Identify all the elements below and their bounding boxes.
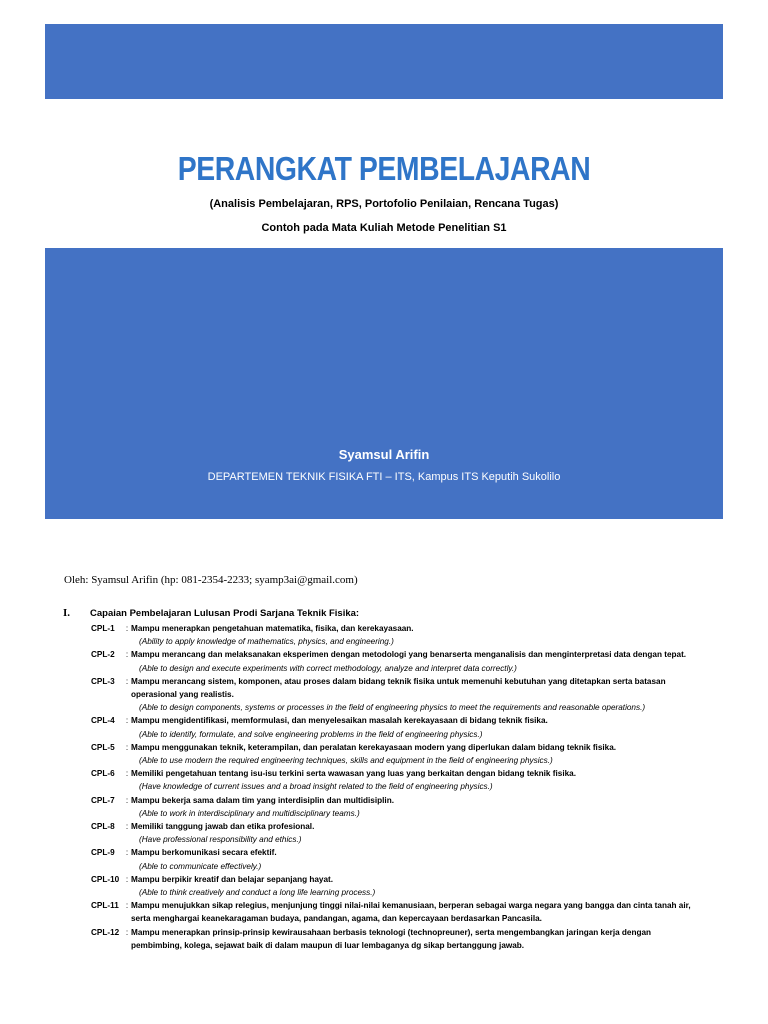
cpl-separator: : [125,650,129,660]
cpl-description: Mampu merancang sistem, komponen, atau proses dalam bidang teknik fisika untuk memenuhi kebutuhan yang ditetapkan serta batasan operasional yang realistis. [131,676,666,700]
author-name: Syamsul Arifin [338,447,430,462]
section-heading [63,607,723,620]
cpl-separator: : [125,927,129,937]
cpl-list [63,622,723,952]
cpl-item [63,899,723,925]
section-heading-text: Capaian Pembelajaran Lulusan Prodi Sarjana Teknik Fisika: [90,608,360,619]
cpl-body [131,622,723,648]
top-banner [45,24,723,99]
document-title: PERANGKAT PEMBELAJARAN [177,150,591,187]
cpl-separator: : [125,874,129,884]
cpl-body [131,846,723,872]
cpl-code: CPL-8 [91,822,115,832]
cpl-body [131,648,723,674]
cpl-separator: : [125,716,129,726]
cover-banner [45,248,723,519]
byline: Oleh: Syamsul Arifin (hp: 081-2354-2233; syamp3ai@gmail.com) [64,574,358,586]
cpl-description: Mampu mengidentifikasi, memformulasi, dan menyelesaikan masalah kerekayasaan di bidang teknik fisika. [131,716,548,726]
cpl-body [131,714,723,740]
cpl-code: CPL-1 [91,624,115,633]
document-subtitle: (Analisis Pembelajaran, RPS, Portofolio Penilaian, Rencana Tugas) [209,198,559,210]
cpl-code: CPL-11 [91,901,119,911]
cpl-item [63,873,723,899]
cpl-item [63,767,723,793]
cpl-code: CPL-3 [91,676,115,686]
cpl-translation: (Able to identify, formulate, and solve engineering problems in the field of engineering physics.) [139,729,483,739]
cpl-body [131,741,723,767]
cpl-code: CPL-5 [91,742,115,752]
cpl-code: CPL-10 [91,874,120,884]
cpl-translation: (Able to use modern the required engineering techniques, skills and equipment in the field of engineering physics.) [139,756,553,766]
cpl-translation: (Able to communicate effectively.) [139,861,262,871]
cpl-separator: : [125,848,129,858]
department-line: DEPARTEMEN TEKNIK FISIKA FTI – ITS, Kampus ITS Keputih Sukolilo [207,471,561,483]
cpl-item [63,846,723,872]
cpl-item [63,622,723,648]
cpl-separator: : [125,742,129,752]
cpl-body [131,675,723,715]
cpl-body [131,767,723,793]
cpl-description: Mampu menerapkan prinsip-prinsip kewirausahaan berbasis teknologi (technopreuner), serta mengembangkan jaringan kerja dengan pembimbing, kolega, sejawat baik di dalam maupun di luar lembaganya dg sikap bertanggung jawab. [131,927,652,950]
cpl-description: Mampu berpikir kreatif dan belajar sepanjang hayat. [131,874,334,884]
cpl-code: CPL-4 [91,716,115,726]
cpl-translation: (Able to design and execute experiments with correct methodology, analyze and interpret data correctly.) [139,663,517,673]
cpl-separator: : [125,676,129,686]
cpl-description: Mampu bekerja sama dalam tim yang interdisiplin dan multidisiplin. [131,795,394,805]
cpl-description: Mampu berkomunikasi secara efektif. [131,848,277,858]
section-cpl [63,607,723,952]
cpl-body [131,820,723,846]
document-subtitle-course: Contoh pada Mata Kuliah Metode Penelitian S1 [261,222,507,234]
cpl-separator: : [125,624,129,633]
cpl-translation: (Able to work in interdisciplinary and multidisciplinary teams.) [139,808,360,818]
cpl-translation: (Have professional responsibility and ethics.) [139,835,302,845]
cpl-separator: : [125,822,129,832]
cpl-item [63,926,723,952]
cpl-item [63,714,723,740]
cpl-code: CPL-7 [91,795,115,805]
cpl-code: CPL-2 [91,650,115,660]
cpl-item [63,648,723,674]
cpl-code: CPL-12 [91,927,120,937]
cpl-description: Mampu merancang dan melaksanakan eksperimen dengan metodologi yang benarserta menganalisis dan menginterpretasi data dengan tepat. [131,650,687,660]
cpl-translation: (Have knowledge of current issues and a broad insight related to the field of engineering physics.) [139,782,493,792]
cpl-translation: (Able to think creatively and conduct a long life learning process.) [139,888,376,898]
cpl-separator: : [125,795,129,805]
cpl-separator: : [125,901,129,911]
cpl-item [63,794,723,820]
cpl-item [63,820,723,846]
cpl-body [131,926,723,952]
cpl-translation: (Ability to apply knowledge of mathematics, physics, and engineering.) [139,637,394,647]
cpl-body [131,899,723,925]
cpl-description: Mampu menggunakan teknik, keterampilan, dan peralatan kerekayasaan modern yang diperlukan dalam bidang teknik fisika. [131,742,617,752]
cpl-body [131,873,723,899]
cpl-item [63,675,723,715]
cpl-description: Mampu menerapkan pengetahuan matematika, fisika, dan kerekayasaan. [131,624,414,633]
section-number: I. [63,607,71,619]
cpl-separator: : [125,769,129,779]
cpl-description: Memiliki tanggung jawab dan etika profesional. [131,822,315,832]
cpl-translation: (Able to design components, systems or processes in the field of engineering physics to meet the requirements and reasonable operations.) [139,703,646,713]
cpl-description: Memiliki pengetahuan tentang isu-isu terkini serta wawasan yang luas yang berkaitan dengan bidang teknik fisika. [131,769,576,779]
cpl-code: CPL-6 [91,769,115,779]
cpl-code: CPL-9 [91,848,115,858]
cpl-description: Mampu menujukkan sikap relegius, menjunjung tinggi nilai-nilai kemanusiaan, berperan sebagai warga negara yang bangga dan cinta tanah air, serta menghargai keanekaragaman budaya, pandangan, agama, dan kepercayaan berdasarkan Pancasila. [131,901,691,924]
cpl-body [131,794,723,820]
cpl-item [63,741,723,767]
